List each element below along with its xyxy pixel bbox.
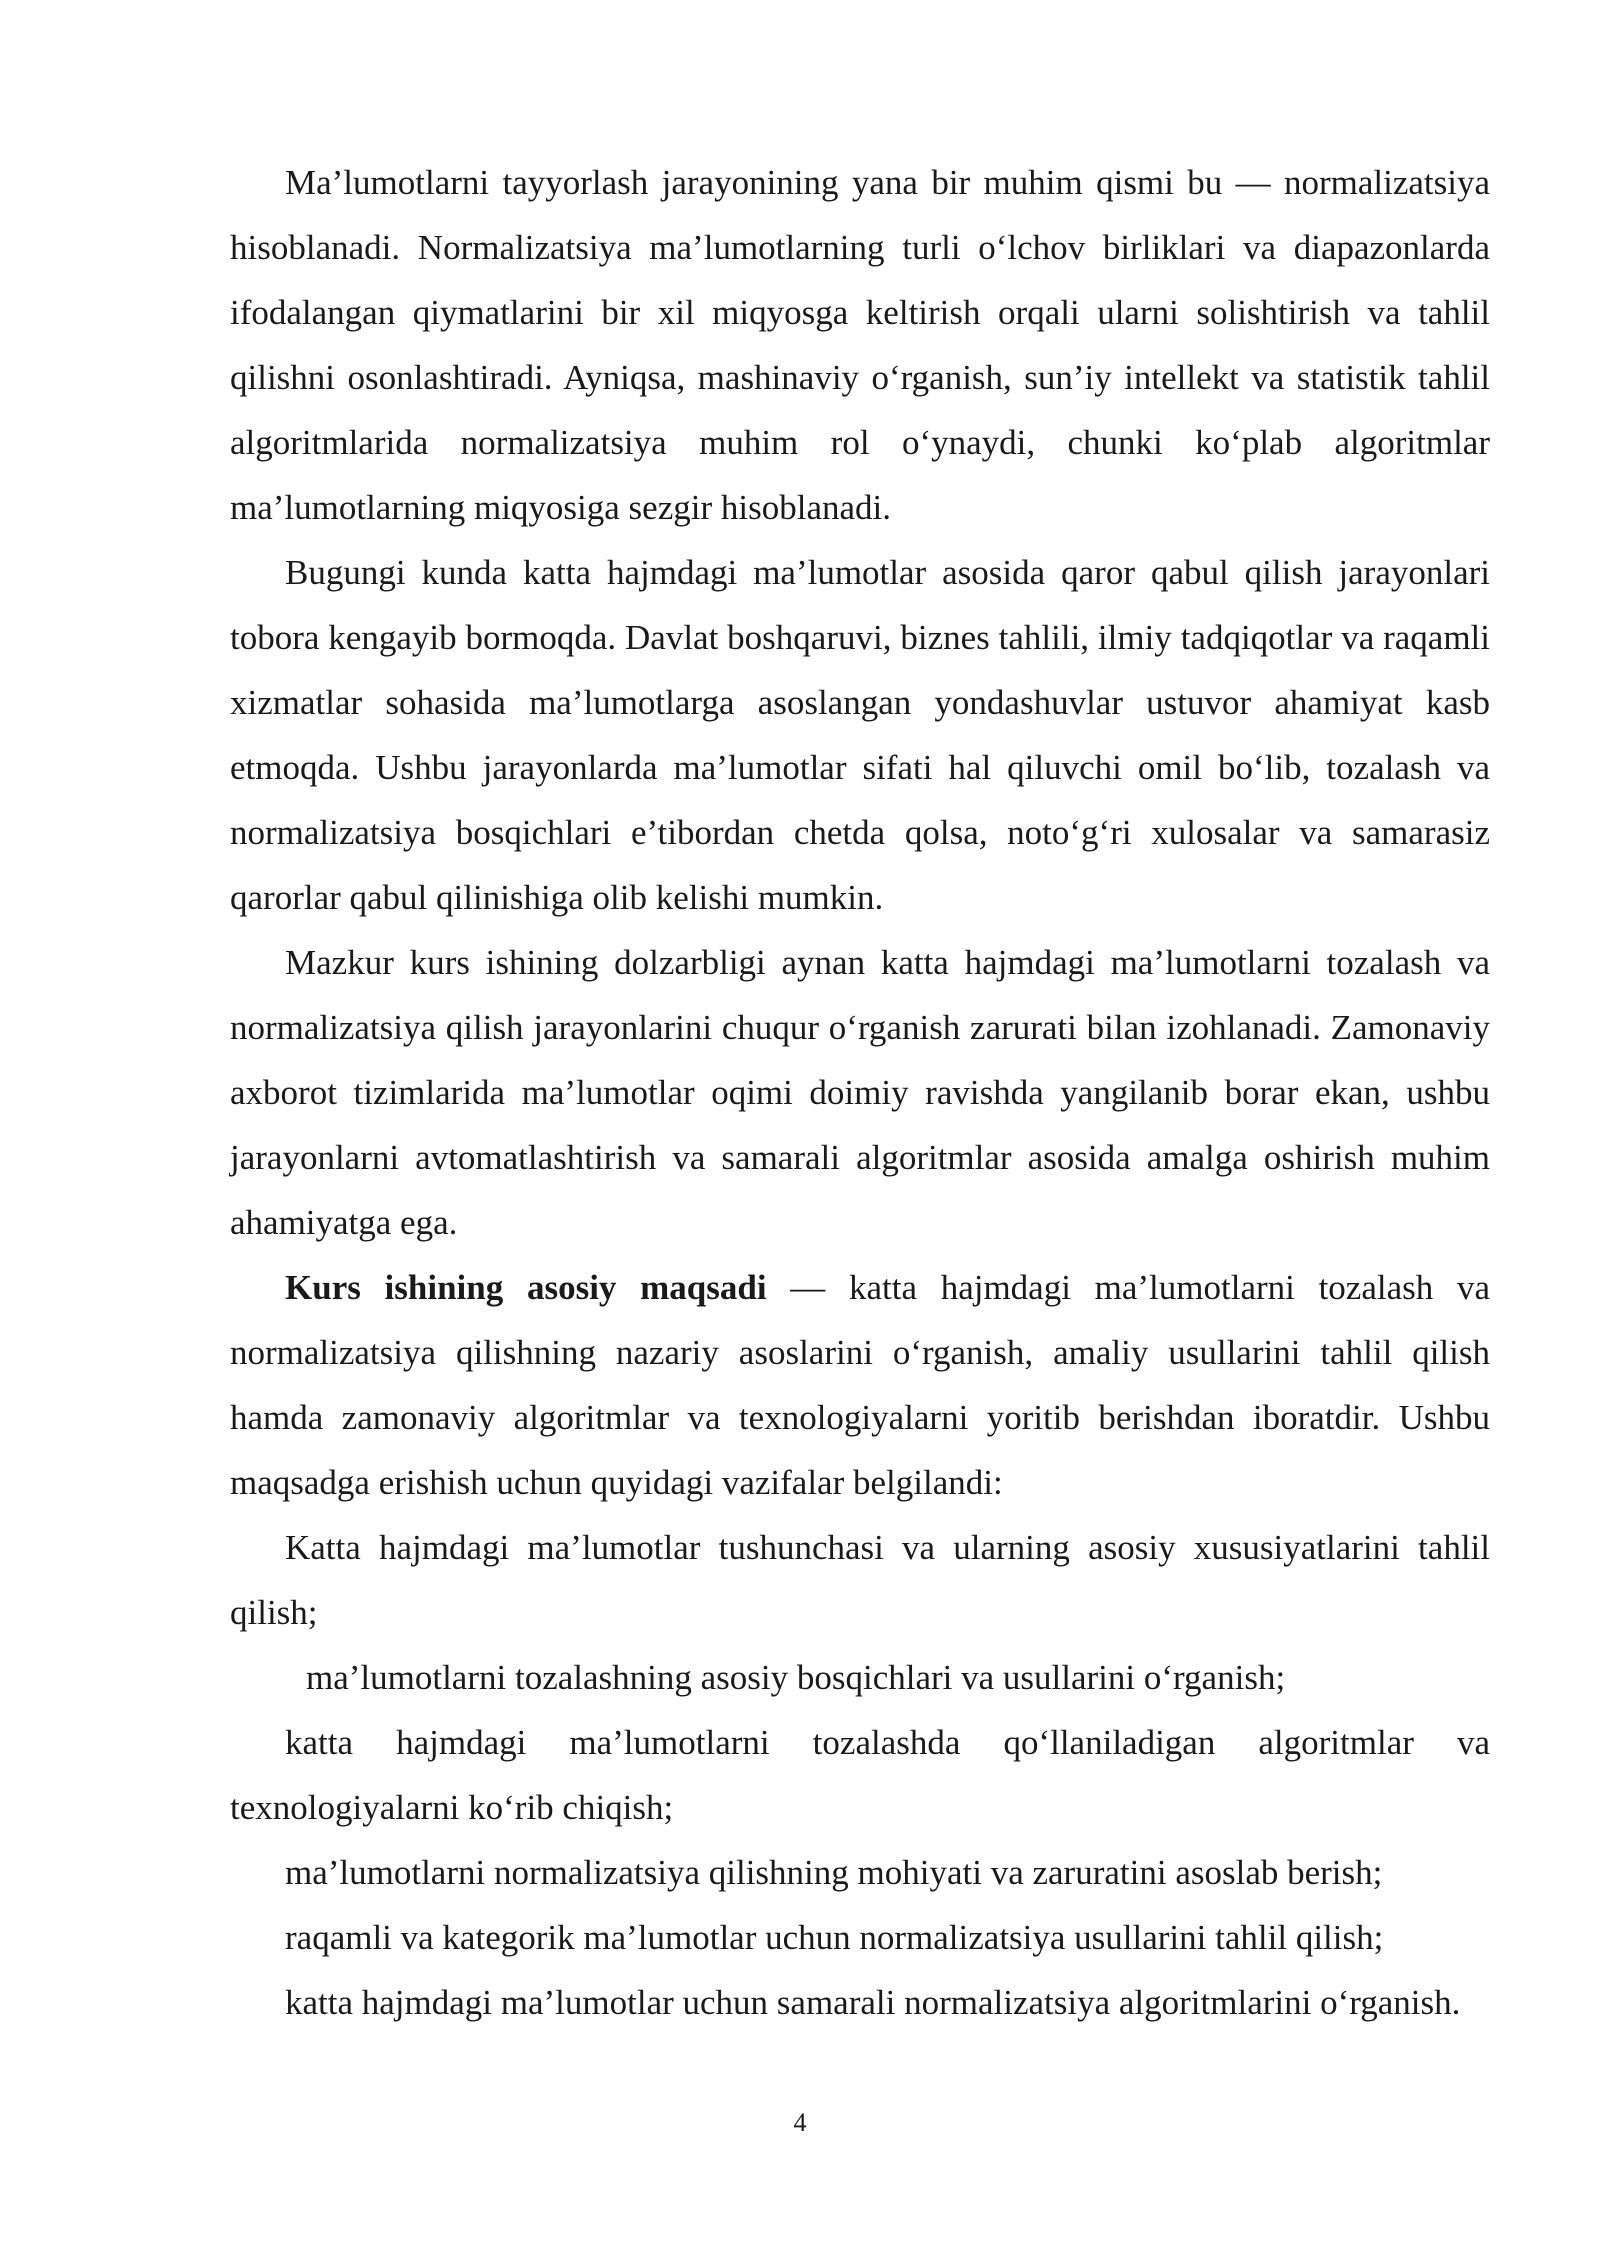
paragraph-big-data-decisions: Bugungi kunda katta hajmdagi ma’lumotlar asosida qaror qabul qilish jarayonlari tobora kengayib bormoqda. Davlat boshqaruvi, biznes tahlili, ilmiy tadqiqotlar va raqamli xizmatlar sohasida ma’lumotlarga asoslangan yondashuvlar ustuvor ahamiyat kasb etmoqda. Ushbu jarayonlarda ma’lumotlar sifati hal qiluvchi omil bo‘lib, tozalash va normalizatsiya bosqichlari e’tibordan chetda qolsa, noto‘g‘ri xulosalar va samarasiz qarorlar qabul qilinishiga olib kelishi mumkin. bbox=[230, 553, 1490, 917]
goal-heading: Kurs ishining asosiy maqsadi bbox=[285, 1268, 767, 1307]
task-item-6: katta hajmdagi ma’lumotlar uchun samarali normalizatsiya algoritmlarini o‘rganish. bbox=[285, 1983, 1461, 2022]
document-page bbox=[230, 150, 1490, 2035]
paragraph-main-goal bbox=[230, 1255, 1490, 1515]
task-item-2: ma’lumotlarni tozalashning asosiy bosqichlari va usullarini o‘rganish; bbox=[306, 1658, 1286, 1697]
task-item-1: Katta hajmdagi ma’lumotlar tushunchasi va ularning asosiy xususiyatlarini tahlil qilish; bbox=[230, 1528, 1490, 1632]
page-number: 4 bbox=[793, 2108, 807, 2137]
paragraph-relevance: Mazkur kurs ishining dolzarbligi aynan katta hajmdagi ma’lumotlarni tozalash va normalizatsiya qilish jarayonlarini chuqur o‘rganish zarurati bilan izohlanadi. Zamonaviy axborot tizimlarida ma’lumotlar oqimi doimiy ravishda yangilanib borar ekan, ushbu jarayonlarni avtomatlashtirish va samarali algoritmlar asosida amalga oshirish muhim ahamiyatga ega. bbox=[230, 943, 1490, 1242]
goal-text: — katta hajmdagi ma’lumotlarni tozalash va normalizatsiya qilishning nazariy asoslarini o‘rganish, amaliy usullarini tahlil qilish hamda zamonaviy algoritmlar va texnologiyalarni yoritib berishdan iboratdir. Ushbu maqsadga erishish uchun quyidagi vazifalar belgilandi: bbox=[230, 1268, 1490, 1502]
paragraph-normalization-intro: Ma’lumotlarni tayyorlash jarayonining yana bir muhim qismi bu — normalizatsiya hisoblanadi. Normalizatsiya ma’lumotlarning turli o‘lchov birliklari va diapazonlarda ifodalangan qiymatlarini bir xil miqyosga keltirish orqali ularni solishtirish va tahlil qilishni osonlashtiradi. Ayniqsa, mashinaviy o‘rganish, sun’iy intellekt va statistik tahlil algoritmlarida normalizatsiya muhim rol o‘ynaydi, chunki ko‘plab algoritmlar ma’lumotlarning miqyosiga sezgir hisoblanadi. bbox=[230, 163, 1490, 527]
task-item-5: raqamli va kategorik ma’lumotlar uchun normalizatsiya usullarini tahlil qilish; bbox=[285, 1918, 1384, 1957]
task-item-4: ma’lumotlarni normalizatsiya qilishning mohiyati va zaruratini asoslab berish; bbox=[285, 1853, 1383, 1892]
task-item-3: katta hajmdagi ma’lumotlarni tozalashda qo‘llaniladigan algoritmlar va texnologiyalarni ko‘rib chiqish; bbox=[230, 1723, 1490, 1827]
